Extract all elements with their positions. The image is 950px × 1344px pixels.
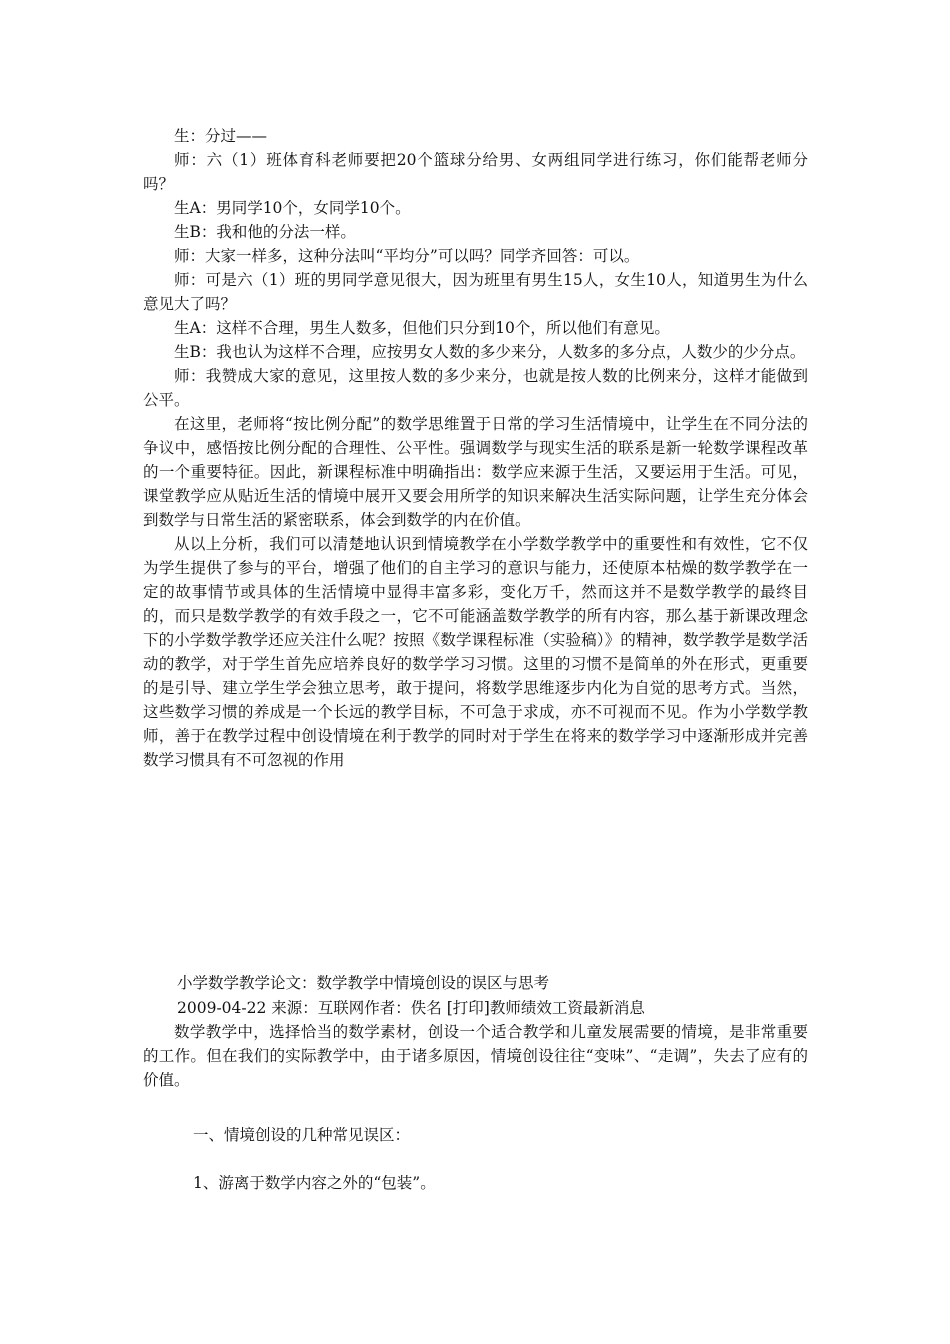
- dialogue-line: 师：我赞成大家的意见，这里按人数的多少来分，也就是按人数的比例来分，这样才能做到公平。: [143, 367, 808, 409]
- article-title: 小学数学教学论文：数学教学中情境创设的误区与思考: [177, 974, 550, 992]
- dialogue-line: 生A：这样不合理，男生人数多，但他们只分到10个，所以他们有意见。: [174, 319, 670, 337]
- dialogue-line: 师：可是六（1）班的男同学意见很大，因为班里有男生15人，女生10人，知道男生为什么意见大了吗？: [143, 271, 808, 313]
- article-meta: 2009-04-22 来源：互联网作者：佚名 [打印]教师绩效工资最新消息: [177, 999, 645, 1017]
- conclusion-paragraph: 从以上分析，我们可以清楚地认识到情境教学在小学数学教学中的重要性和有效性，它不仅为学生提供了参与的平台，增强了他们的自主学习的意识与能力，还使原本枯燥的数学教学在一定的故事情节或具体的生活情境中显得丰富多彩，变化万千，然而这并不是数学教学的最终目的，而只是数学教学的有效手段之一，它不可能涵盖数学教学的所有内容，那么基于新课改理念下的小学数学教学还应关注什么呢？按照《数学课程标准（实验稿）》的精神，数学教学是数学活动的教学，对于学生首先应培养良好的数学学习习惯。这里的习惯不是简单的外在形式，更重要的是引导、建立学生学会独立思考，敢于提问，将数学思维逐步内化为自觉的思考方式。当然，这些数学习惯的养成是一个长远的教学目标，不可急于求成，亦不可视而不见。作为小学数学教师，善于在教学过程中创设情境在利于教学的同时对于学生在将来的数学学习中逐渐形成并完善数学习惯具有不可忽视的作用: [143, 535, 808, 769]
- section-heading: 一、情境创设的几种常见误区：: [193, 1126, 411, 1144]
- dialogue-section: [143, 124, 808, 772]
- dialogue-line: 生A：男同学10个，女同学10个。: [174, 199, 411, 217]
- dialogue-line: 生B：我也认为这样不合理，应按男女人数的多少来分，人数多的多分点，人数少的少分点。: [174, 343, 806, 361]
- subsection-heading: 1、游离于数学内容之外的“包装”。: [193, 1174, 436, 1192]
- dialogue-line: 师：六（1）班体育科老师要把20个篮球分给男、女两组同学进行练习，你们能帮老师分吗？: [143, 151, 808, 193]
- dialogue-line: 师：大家一样多，这种分法叫“平均分”可以吗？同学齐回答：可以。: [174, 247, 640, 265]
- intro-paragraph: 数学教学中，选择恰当的数学素材，创设一个适合教学和儿童发展需要的情境，是非常重要的工作。但在我们的实际教学中，由于诸多原因，情境创设往往“变味”、“走调”，失去了应有的价值。: [143, 1023, 808, 1089]
- dialogue-line: 生B：我和他的分法一样。: [174, 223, 356, 241]
- dialogue-line: 生：分过——: [174, 127, 268, 145]
- analysis-paragraph: 在这里，老师将“按比例分配”的数学思维置于日常的学习生活情境中，让学生在不同分法的争议中，感悟按比例分配的合理性、公平性。强调数学与现实生活的联系是新一轮数学课程改革的一个重要特征。因此，新课程标准中明确指出：数学应来源于生活，又要运用于生活。可见，课堂教学应从贴近生活的情境中展开又要会用所学的知识来解决生活实际问题，让学生充分体会到数学与日常生活的紧密联系，体会到数学的内在价值。: [143, 415, 808, 529]
- article-intro: [143, 1020, 808, 1092]
